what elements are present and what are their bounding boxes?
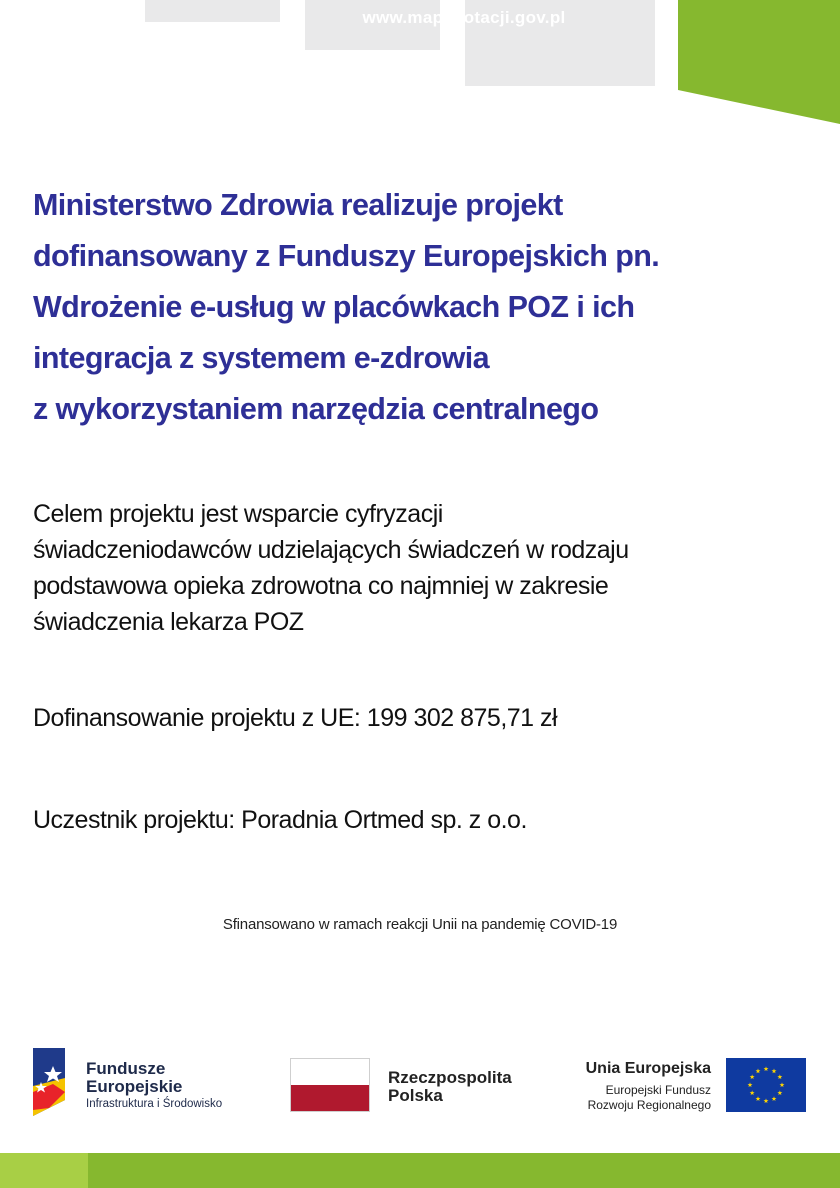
- goal-line: świadczenia lekarza POZ: [33, 608, 304, 636]
- pl-logo-line-1: Rzeczpospolita: [388, 1068, 512, 1087]
- polish-flag-icon: [290, 1058, 370, 1112]
- heading-line: z wykorzystaniem narzędzia centralnego: [33, 392, 599, 426]
- heading-line: Wdrożenie e-usług w placówkach POZ i ich: [33, 290, 635, 324]
- heading-line: Ministerstwo Zdrowia realizuje projekt: [33, 188, 563, 222]
- fe-logo-line-1: Fundusze: [86, 1059, 166, 1078]
- covid-note: Sfinansowano w ramach reakcji Unii na pandemię COVID-19: [222, 916, 618, 933]
- funding-amount: Dofinansowanie projektu z UE: 199 302 875,71 zł: [33, 704, 558, 732]
- goal-line: świadczeniodawców udzielających świadczeń w rodzaju: [33, 536, 629, 564]
- eu-logo-line-3: Rozwoju Regionalnego: [587, 1098, 711, 1112]
- fe-logo-line-2: Europejskie: [86, 1077, 183, 1096]
- eu-logo-line-1: Unia Europejska: [585, 1060, 711, 1077]
- flag-red-band: [291, 1085, 369, 1111]
- pl-logo-line-2: Polska: [388, 1086, 443, 1105]
- heading-line: integracja z systemem e-zdrowia: [33, 341, 490, 375]
- project-heading: [33, 180, 813, 435]
- project-goal: [33, 496, 823, 640]
- footer-band: [88, 1153, 840, 1188]
- fundusze-europejskie-icon: [33, 1048, 73, 1116]
- footer-accent: [0, 1153, 88, 1188]
- footer-bar: [0, 1153, 840, 1188]
- footer-url-link[interactable]: www.mapadotacji.gov.pl: [362, 8, 566, 27]
- goal-line: Celem projektu jest wsparcie cyfryzacji: [33, 500, 443, 528]
- project-participant: Uczestnik projektu: Poradnia Ortmed sp. z o.o.: [33, 806, 527, 834]
- eu-flag-icon: [726, 1058, 806, 1112]
- eu-logo-line-2: Europejski Fundusz: [605, 1083, 711, 1097]
- heading-line: dofinansowany z Funduszy Europejskich pn.: [33, 239, 660, 273]
- goal-line: podstawowa opieka zdrowotna co najmniej w zakresie: [33, 572, 609, 600]
- flag-white-band: [291, 1059, 369, 1085]
- fe-logo-line-3: Infrastruktura i Środowisko: [86, 1098, 223, 1110]
